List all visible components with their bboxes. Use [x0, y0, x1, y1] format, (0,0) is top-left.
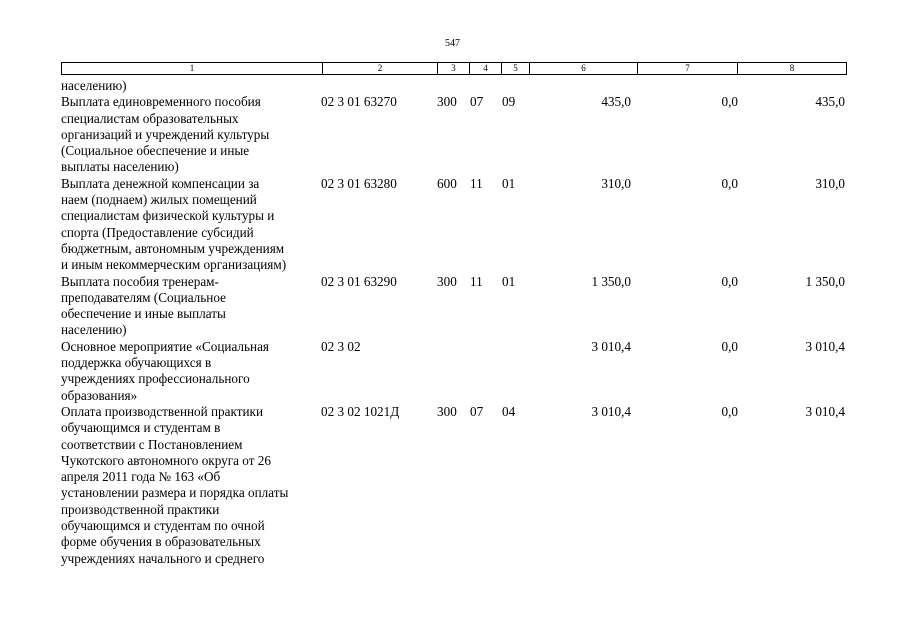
row-name: Выплата денежной компенсации за наем (поднаем) жилых помещений специалистам физической культуры и спорта (Предоставление субсидий бюджетным, автономным учреждениям и иным некоммерческим организациям)	[61, 175, 287, 273]
row-vr: 300	[437, 94, 457, 110]
header-col-4: 4	[469, 63, 501, 74]
row-value-2: 0,0	[721, 175, 738, 191]
row-value-3: 310,0	[815, 175, 845, 191]
row-code: 02 3 01 63290	[321, 273, 397, 289]
row-value-2: 0,0	[721, 94, 738, 110]
row-value-1: 1 350,0	[591, 273, 631, 289]
header-col-7: 7	[637, 63, 737, 74]
row-value-2: 0,0	[721, 403, 738, 419]
table-row	[61, 94, 847, 175]
row-name: Оплата производственной практики обучающимся и студентам в соответствии с Постановлением Чукотского автономного округа от 26 апреля 2011 года № 163 «Об установлении размера и порядка оплаты производственной практики обучающимся и студентам по очной форме обучения в образовательных учреждениях начального и среднего	[61, 403, 289, 566]
row-rz: 07	[470, 403, 484, 419]
row-value-1: 3 010,4	[591, 403, 631, 419]
header-col-8: 8	[737, 63, 846, 74]
table-row	[61, 404, 847, 567]
row-vr: 300	[437, 403, 457, 419]
row-name: населению)	[61, 78, 127, 93]
row-rz: 07	[470, 94, 484, 110]
row-vr: 300	[437, 273, 457, 289]
row-value-3: 435,0	[815, 94, 845, 110]
row-value-2: 0,0	[721, 273, 738, 289]
row-value-3: 3 010,4	[805, 403, 845, 419]
row-value-1: 3 010,4	[591, 338, 631, 354]
row-pr: 01	[502, 175, 516, 191]
row-vr: 600	[437, 175, 457, 191]
table-header	[61, 62, 847, 75]
row-value-3: 1 350,0	[805, 273, 845, 289]
row-name: Основное мероприятие «Социальная поддержка обучающихся в учреждениях профессионального образования»	[61, 338, 269, 403]
row-rz: 11	[470, 175, 483, 191]
page-number: 547	[445, 38, 460, 49]
row-code: 02 3 02 1021Д	[321, 403, 400, 419]
row-pr: 09	[502, 94, 516, 110]
header-col-5: 5	[501, 63, 529, 74]
table-row	[61, 78, 847, 94]
header-col-1: 1	[189, 63, 195, 73]
row-name: Выплата пособия тренерам- преподавателям (Социальное обеспечение и иные выплаты населению)	[61, 273, 226, 338]
header-col-6: 6	[529, 63, 637, 74]
row-value-1: 310,0	[601, 175, 631, 191]
table-body	[61, 78, 847, 567]
table-row	[61, 274, 847, 339]
row-code: 02 3 01 63280	[321, 175, 397, 191]
header-col-2: 2	[322, 63, 437, 74]
row-name: Выплата единовременного пособия специалистам образовательных организаций и учреждений культуры (Социальное обеспечение и иные выплаты населению)	[61, 94, 270, 175]
row-code: 02 3 02	[321, 338, 361, 354]
header-col-3: 3	[437, 63, 469, 74]
row-pr: 04	[502, 403, 516, 419]
row-pr: 01	[502, 273, 516, 289]
table-row	[61, 339, 847, 404]
row-value-3: 3 010,4	[805, 338, 845, 354]
row-rz: 11	[470, 273, 483, 289]
row-value-2: 0,0	[721, 338, 738, 354]
table-row	[61, 176, 847, 274]
row-code: 02 3 01 63270	[321, 94, 397, 110]
row-value-1: 435,0	[601, 94, 631, 110]
